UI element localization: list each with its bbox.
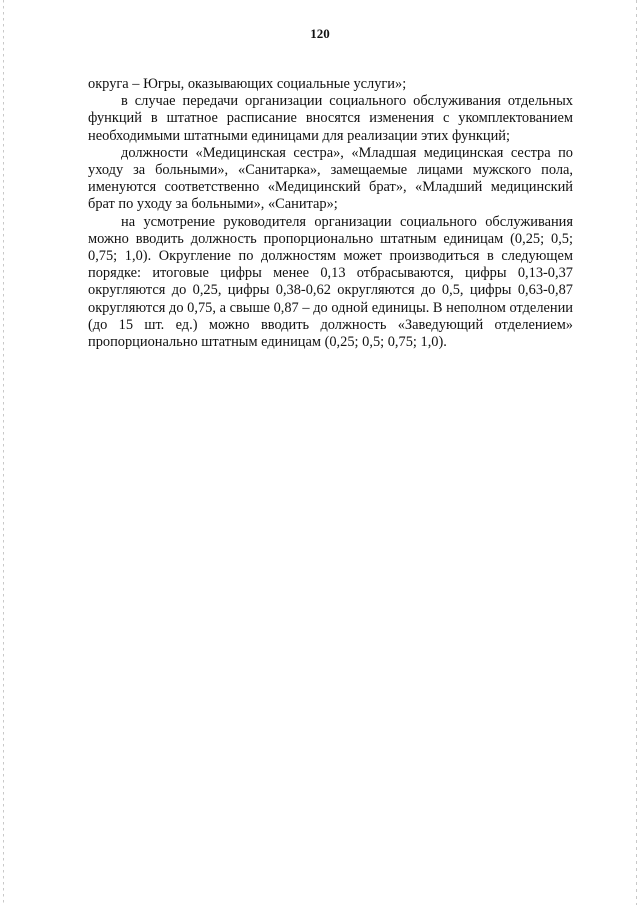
paragraph-rounding-rules: на усмотрение руководителя организации социального обслуживания можно вводить должность пропорционально штатным единицам (0,25; 0,5; 0,75; 1,0). Округление по должностям может производиться в следующем порядке: итоговые цифры менее 0,13 отбрасываются, цифры 0,13-0,37 округляются до 0,25, цифры 0,38-0,62 округляются до 0,5, цифры 0,63-0,87 округляются до 0,75, а свыше 0,87 – до одной единицы. В неполном отделении (до 15 шт. ед.) можно вводить должность «Заведующий отделением» пропорционально штатным единицам (0,25; 0,5; 0,75; 1,0). (88, 213, 573, 351)
paragraph-continuation: округа – Югры, оказывающих социальные услуги»; (88, 76, 407, 92)
document-body (88, 76, 573, 351)
paragraph-position-names: должности «Медицинская сестра», «Младшая медицинская сестра по уходу за больными», «Санитарка», замещаемые лицами мужского пола, именуются соответственно «Медицинский брат», «Младший медицинский брат по уходу за больными», «Санитар»; (88, 144, 573, 213)
page-number: 120 (310, 26, 330, 41)
left-margin-scan-artifact (3, 0, 4, 905)
paragraph-functions-transfer: в случае передачи организации социального обслуживания отдельных функций в штатное расписание вносятся изменения с укомплектованием необходимыми штатными единицами для реализации этих функций; (88, 93, 573, 144)
right-margin-scan-artifact (636, 0, 637, 905)
